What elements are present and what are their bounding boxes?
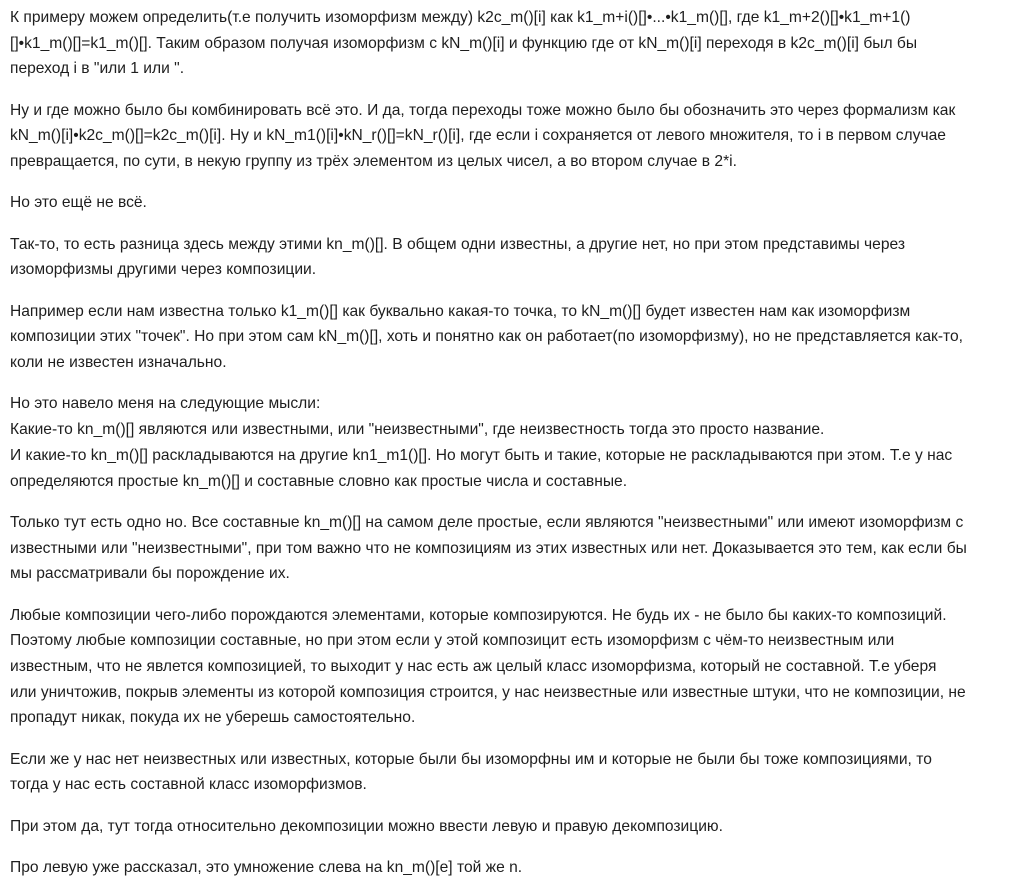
text-line: известными или "неизвестными", при том важно что не композициям из этих известных или нет. Доказывается это тем, как если бы (10, 539, 967, 557)
paragraph-3 (10, 190, 998, 216)
text-line: Если же у нас нет неизвестных или известных, которые были бы изоморфны им и которые не были бы тоже композициями, то (10, 750, 932, 768)
paragraph-5 (10, 299, 998, 376)
paragraph-8 (10, 603, 998, 732)
text-line: известным, что не явлется композицией, то выходит у нас есть аж целый класс изоморфизма, который не составной. Т.е уберя (10, 657, 937, 675)
text-line: []•k1_m()[]=k1_m()[]. Таким образом получая изоморфизм с kN_m()[i] и функцию где от kN_m()[i] переходя в k2c_m()[i] был бы (10, 34, 918, 52)
paragraph-11 (10, 855, 998, 881)
text-line: Но это ещё не всё. (10, 194, 147, 212)
text-line: Любые композиции чего-либо порождаются элементами, которые композируются. Не будь их - не было бы каких-то композиций. (10, 606, 947, 624)
text-line: переход i в "или 1 или ". (10, 60, 185, 78)
text-line: Про левую уже рассказал, это умножение слева на kn_m()[e] той же n. (10, 858, 523, 876)
text-line: Ну и где можно было бы комбинировать всё это. И да, тогда переходы тоже можно было бы обозначить это через формализм как (10, 101, 956, 119)
paragraph-6 (10, 391, 998, 494)
text-line: коли не известен изначально. (10, 354, 227, 372)
text-line: изоморфизмы другими через композиции. (10, 261, 317, 279)
text-line: При этом да, тут тогда относительно декомпозиции можно ввести левую и правую декомпозицию. (10, 817, 723, 835)
paragraph-2 (10, 98, 998, 175)
paragraph-7 (10, 510, 998, 587)
text-line: пропадут никак, покуда их не уберешь самостоятельно. (10, 709, 416, 727)
paragraph-9 (10, 747, 998, 798)
text-line: или уничтожив, покрыв элементы из которой композиция строится, у нас неизвестные или известные штуки, что не композиции, не (10, 683, 966, 701)
text-line: определяются простые kn_m()[] и составные словно как простые числа и составные. (10, 472, 628, 490)
text-line: Например если нам известна только k1_m()[] как буквально какая-то точка, то kN_m()[] будет известен нам как изоморфизм (10, 302, 911, 320)
text-line: Так-то, то есть разница здесь между этими kn_m()[]. В общем одни известны, а другие нет, но при этом представимы через (10, 235, 906, 253)
text-line: И какие-то kn_m()[] раскладываются на другие kn1_m1()[]. Но могут быть и такие, которые не раскладываются при этом. Т.е у нас (10, 446, 953, 464)
text-line: Какие-то kn_m()[] являются или известными, или "неизвестными", где неизвестность тогда это просто название. (10, 421, 825, 439)
text-line: Поэтому любые композиции составные, но при этом если у этой композицит есть изоморфизм с чём-то неизвестным или (10, 632, 895, 650)
text-line: К примеру можем определить(т.е получить изоморфизм между) k2c_m()[i] как k1_m+i()[]•...•k1_m()[], где k1_m+2()[]•k1_m+1() (10, 9, 911, 26)
paragraph-4 (10, 232, 998, 283)
paragraph-1 (10, 5, 998, 82)
text-line: Только тут есть одно но. Все составные kn_m()[] на самом деле простые, если являются "неизвестными" или имеют изоморфизм с (10, 513, 964, 531)
text-line: тогда у нас есть составной класс изоморфизмов. (10, 776, 367, 794)
text-line: мы рассматривали бы порождение их. (10, 565, 290, 583)
text-line: Но это навело меня на следующие мысли: (10, 395, 321, 413)
paragraph-10 (10, 814, 998, 840)
text-line: превращается, по сути, в некую группу из трёх элементом из целых чисел, а во втором случае в 2*i. (10, 153, 737, 171)
text-line: композиции этих "точек". Но при этом сам kN_m()[], хоть и понятно как он работает(по изоморфизму), но не представляется как-то, (10, 328, 963, 346)
text-line: kN_m()[i]•k2c_m()[]=k2c_m()[i]. Ну и kN_m1()[i]•kN_r()[]=kN_r()[i], где если i сохраняется от левого множителя, то i в первом случае (10, 127, 946, 145)
